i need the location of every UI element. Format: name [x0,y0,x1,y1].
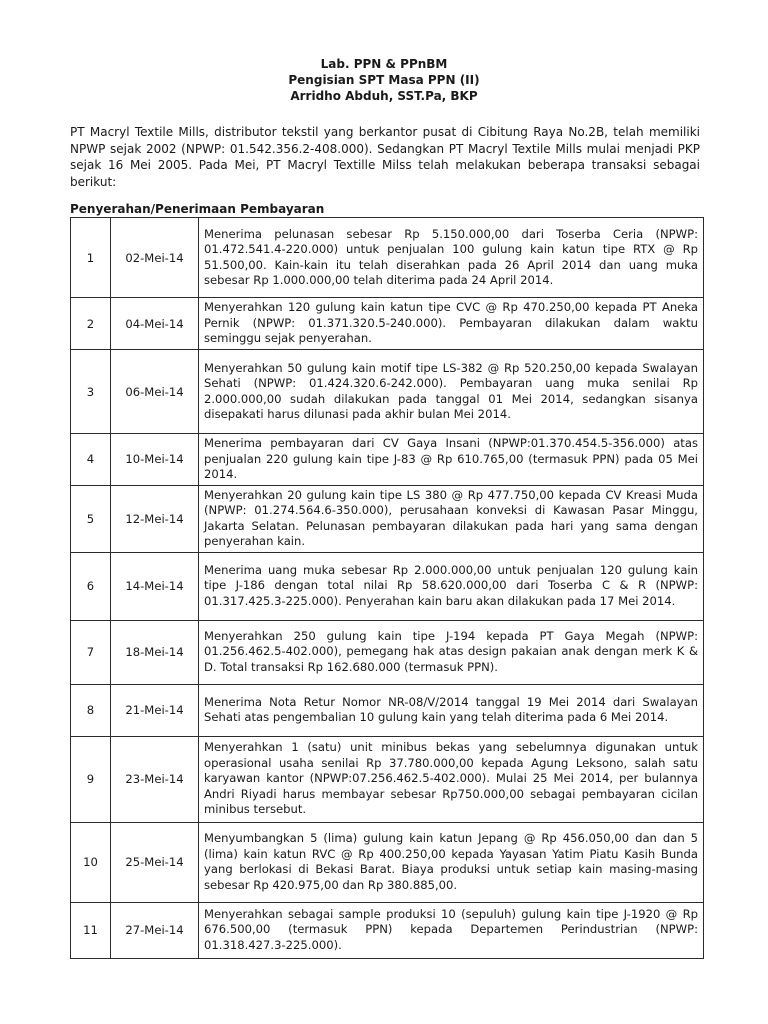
table-row [71,434,704,486]
row-number: 5 [71,485,111,552]
table-row [71,736,704,822]
row-date: 21-Mei-14 [111,684,199,736]
table-row [71,350,704,434]
row-number: 9 [71,736,111,822]
row-number: 3 [71,350,111,434]
row-date: 23-Mei-14 [111,736,199,822]
row-description: Menyerahkan sebagai sample produksi 10 (sepuluh) gulung kain tipe J-1920 @ Rp 676.500,00 (termasuk PPN) kepada Departemen Perindustrian (NPWP: 01.318.427.3-225.000). [199,902,704,958]
row-number: 6 [71,552,111,620]
row-description: Menyerahkan 20 gulung kain tipe LS 380 @ Rp 477.750,00 kepada CV Kreasi Muda (NPWP: 01.274.564.6-350.000), perusahaan konveksi di Kawasan Pasar Minggu, Jakarta Selatan. Pelunasan pembayaran dilakukan pada hari yang sama dengan penyerahan kain. [199,485,704,552]
header-subtitle: Pengisian SPT Masa PPN (II) [288,73,480,87]
row-number: 7 [71,620,111,684]
row-description: Menerima uang muka sebesar Rp 2.000.000,00 untuk penjualan 120 gulung kain tipe J-186 dengan total nilai Rp 58.620.000,00 dari Toserba C & R (NPWP: 01.317.425.3-225.000). Penyerahan kain baru akan dilakukan pada 17 Mei 2014. [199,552,704,620]
row-number: 4 [71,434,111,486]
row-description: Menyerahkan 1 (satu) unit minibus bekas yang sebelumnya digunakan untuk operasional usaha senilai Rp 37.780.000,00 kepada Agung Leksono, salah satu karyawan kantor (NPWP:07.256.462.5-402.000). Mulai 25 Mei 2014, per bulannya Andri Riyadi harus membayar sebesar Rp750.000,00 sebagai pembayaran cicilan minibus tersebut. [199,736,704,822]
row-description: Menyerahkan 120 gulung kain katun tipe CVC @ Rp 470.250,00 kepada PT Aneka Pernik (NPWP: 01.371.320.5-240.000). Pembayaran dilakukan dalam waktu seminggu sejak penyerahan. [199,298,704,350]
row-number: 1 [71,218,111,298]
row-date: 12-Mei-14 [111,485,199,552]
transactions-table [70,217,704,959]
header-author: Arridho Abduh, SST.Pa, BKP [290,89,478,103]
table-row [71,902,704,958]
table-row [71,552,704,620]
row-date: 27-Mei-14 [111,902,199,958]
row-date: 10-Mei-14 [111,434,199,486]
intro-paragraph: PT Macryl Textile Mills, distributor tekstil yang berkantor pusat di Cibitung Raya No.2B, telah memiliki NPWP sejak 2002 (NPWP: 01.542.356.2-408.000). Sedangkan PT Macryl Textile Mills mulai menjadi PKP sejak 16 Mei 2005. Pada Mei, PT Macryl Textille Milss telah melakukan beberapa transaksi sebagai berikut: [70,125,700,189]
row-description: Menerima pelunasan sebesar Rp 5.150.000,00 dari Toserba Ceria (NPWP: 01.472.541.4-220.000) untuk penjualan 100 gulung kain katun tipe RTX @ Rp 51.500,00. Kain-kain itu telah diserahkan pada 26 April 2014 dan uang muka sebesar Rp 1.000.000,00 telah diterima pada 24 April 2014. [199,218,704,298]
table-row [71,684,704,736]
section-title: Penyerahan/Penerimaan Pembayaran [70,202,325,216]
row-date: 04-Mei-14 [111,298,199,350]
row-date: 06-Mei-14 [111,350,199,434]
header-title: Lab. PPN & PPnBM [320,57,448,71]
row-description: Menerima Nota Retur Nomor NR-08/V/2014 tanggal 19 Mei 2014 dari Swalayan Sehati atas pengembalian 10 gulung kain yang telah diterima pada 6 Mei 2014. [199,684,704,736]
table-row [71,298,704,350]
row-description: Menyerahkan 250 gulung kain tipe J-194 kepada PT Gaya Megah (NPWP: 01.256.462.5-402.000), pemegang hak atas design pakaian anak dengan merk K & D. Total transaksi Rp 162.680.000 (termasuk PPN). [199,620,704,684]
row-date: 02-Mei-14 [111,218,199,298]
row-description: Menyerahkan 50 gulung kain motif tipe LS-382 @ Rp 520.250,00 kepada Swalayan Sehati (NPWP: 01.424.320.6-242.000). Pembayaran uang muka senilai Rp 2.000.000,00 sudah dilakukan pada tanggal 01 Mei 2014, sedangkan sisanya disepakati harus dilunasi pada akhir bulan Mei 2014. [199,350,704,434]
document-header [0,56,768,104]
row-date: 25-Mei-14 [111,822,199,902]
row-date: 14-Mei-14 [111,552,199,620]
table-row [71,822,704,902]
row-number: 10 [71,822,111,902]
row-number: 8 [71,684,111,736]
row-number: 2 [71,298,111,350]
row-description: Menyumbangkan 5 (lima) gulung kain katun Jepang @ Rp 456.050,00 dan dan 5 (lima) kain katun RVC @ Rp 400.250,00 kepada Yayasan Yatim Piatu Kasih Bunda yang berlokasi di Bekasi Barat. Biaya produksi untuk setiap kain masing-masing sebesar Rp 420.975,00 dan Rp 380.885,00. [199,822,704,902]
table-row [71,620,704,684]
table-row [71,485,704,552]
row-date: 18-Mei-14 [111,620,199,684]
row-description: Menerima pembayaran dari CV Gaya Insani (NPWP:01.370.454.5-356.000) atas penjualan 220 gulung kain tipe J-83 @ Rp 610.765,00 (termasuk PPN) pada 05 Mei 2014. [199,434,704,486]
row-number: 11 [71,902,111,958]
table-row [71,218,704,298]
